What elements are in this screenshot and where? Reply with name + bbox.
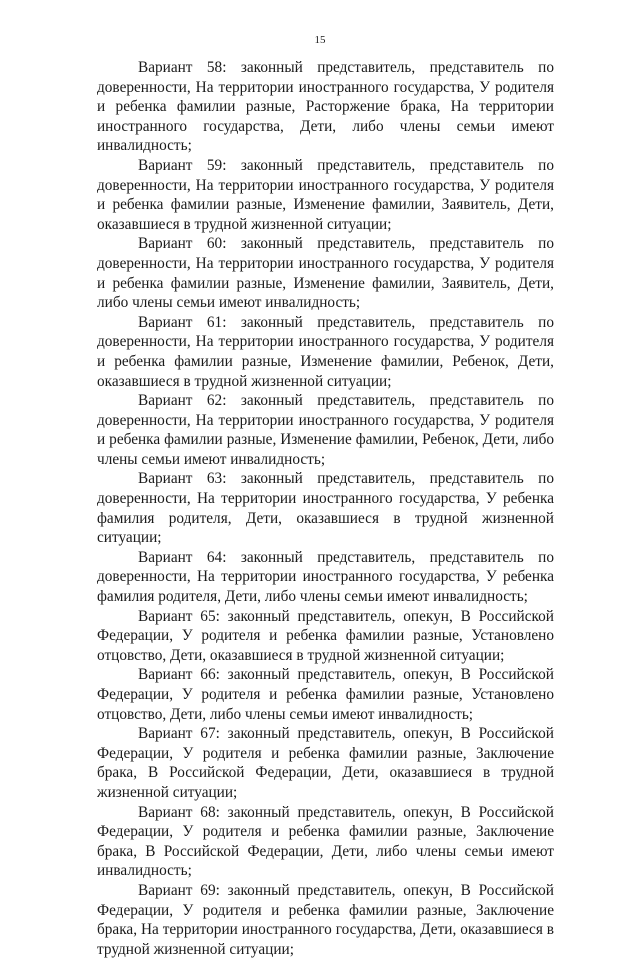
page-number: 15 xyxy=(314,34,326,46)
variant-paragraph: Вариант 62: законный представитель, представитель по доверенности, На территории иностранного государства, У родителя и ребенка фамилии разные, Изменение фамилии, Ребенок, Дети, либо члены семьи имеют инвалидность; xyxy=(97,392,554,468)
variant-paragraph: Вариант 65: законный представитель, опекун, В Российской Федерации, У родителя и ребенка фамилии разные, Установлено отцовство, Дети, оказавшиеся в трудной жизненной ситуации; xyxy=(97,607,554,664)
variant-paragraph: Вариант 68: законный представитель, опекун, В Российской Федерации, У родителя и ребенка фамилии разные, Заключение брака, В Российской Федерации, Дети, либо члены семьи имеют инвалидность; xyxy=(97,803,554,880)
document-body xyxy=(97,58,554,959)
variant-paragraph: Вариант 60: законный представитель, представитель по доверенности, На территории иностранного государства, У родителя и ребенка фамилии разные, Изменение фамилии, Заявитель, Дети, либо члены семьи имеют инвалидность; xyxy=(97,235,554,312)
variant-paragraph: Вариант 67: законный представитель, опекун, В Российской Федерации, У родителя и ребенка фамилии разные, Заключение брака, В Российской Федерации, Дети, оказавшиеся в трудной жизненной ситуации; xyxy=(97,725,554,801)
variant-paragraph: Вариант 61: законный представитель, представитель по доверенности, На территории иностранного государства, У родителя и ребенка фамилии разные, Изменение фамилии, Ребенок, Дети, оказавшиеся в трудной жизненной ситуации; xyxy=(97,313,554,390)
variant-paragraph: Вариант 58: законный представитель, представитель по доверенности, На территории иностранного государства, У родителя и ребенка фамилии разные, Расторжение брака, На территории иностранного государства, Дети, либо члены семьи имеют инвалидность; xyxy=(97,59,554,155)
variant-paragraph: Вариант 64: законный представитель, представитель по доверенности, На территории иностранного государства, У ребенка фамилия родителя, Дети, либо члены семьи имеют инвалидность; xyxy=(97,548,554,606)
variant-paragraph: Вариант 69: законный представитель, опекун, В Российской Федерации, У родителя и ребенка фамилии разные, Заключение брака, На территории иностранного государства, Дети, оказавшиеся в трудной жизненной ситуации; xyxy=(97,881,554,958)
variant-paragraph: Вариант 63: законный представитель, представитель по доверенности, На территории иностранного государства, У ребенка фамилия родителя, Дети, оказавшиеся в трудной жизненной ситуации; xyxy=(97,470,554,547)
variant-paragraph: Вариант 59: законный представитель, представитель по доверенности, На территории иностранного государства, У родителя и ребенка фамилии разные, Изменение фамилии, Заявитель, Дети, оказавшиеся в трудной жизненной ситуации; xyxy=(97,156,554,233)
variant-paragraph: Вариант 66: законный представитель, опекун, В Российской Федерации, У родителя и ребенка фамилии разные, Установлено отцовство, Дети, либо члены семьи имеют инвалидность; xyxy=(97,666,554,723)
